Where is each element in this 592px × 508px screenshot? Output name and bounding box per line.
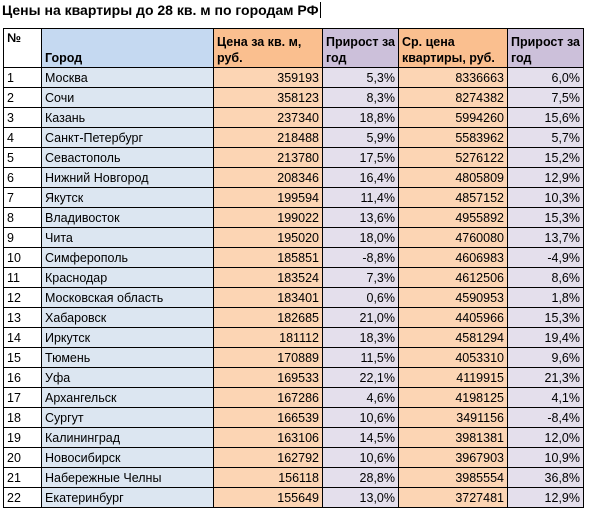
cell-growth-avg[interactable]: 12,0% [508,428,584,448]
document-title [2,0,321,22]
cell-price-per-m[interactable]: 237340 [214,108,323,128]
cell-avg-price[interactable]: 5583962 [399,128,508,148]
cell-avg-price[interactable]: 4955892 [399,208,508,228]
cell-num[interactable]: 20 [4,448,42,468]
cell-num[interactable]: 9 [4,228,42,248]
cell-growth-price[interactable]: 4,6% [323,388,399,408]
cell-growth-price[interactable]: 13,0% [323,488,399,508]
cell-growth-price[interactable]: -8,8% [323,248,399,268]
cell-city[interactable]: Краснодар [42,268,214,288]
cell-price-per-m[interactable]: 155649 [214,488,323,508]
table-row [4,388,584,408]
table-row [4,448,584,468]
cell-city[interactable]: Новосибирск [42,448,214,468]
cell-growth-avg[interactable]: 10,9% [508,448,584,468]
table-row [4,288,584,308]
cell-growth-avg[interactable]: 21,3% [508,368,584,388]
cell-avg-price[interactable]: 4198125 [399,388,508,408]
cell-growth-avg[interactable]: -8,4% [508,408,584,428]
cell-city[interactable]: Якутск [42,188,214,208]
cell-price-per-m[interactable]: 199594 [214,188,323,208]
cell-growth-avg[interactable]: 36,8% [508,468,584,488]
cell-growth-price[interactable]: 5,3% [323,68,399,88]
table-row [4,108,584,128]
cell-num[interactable]: 3 [4,108,42,128]
cell-avg-price[interactable]: 4857152 [399,188,508,208]
cell-num[interactable]: 10 [4,248,42,268]
cell-city[interactable]: Сочи [42,88,214,108]
cell-growth-avg[interactable]: 5,7% [508,128,584,148]
cell-avg-price[interactable]: 4581294 [399,328,508,348]
table-header-row [4,29,584,68]
cell-price-per-m[interactable]: 183524 [214,268,323,288]
cell-growth-price[interactable]: 18,3% [323,328,399,348]
cell-avg-price[interactable]: 5994260 [399,108,508,128]
cell-city[interactable]: Иркутск [42,328,214,348]
cell-growth-price[interactable]: 11,4% [323,188,399,208]
cell-growth-avg[interactable]: 15,3% [508,308,584,328]
table-row [4,348,584,368]
table-row [4,428,584,448]
cell-avg-price[interactable]: 3967903 [399,448,508,468]
cell-city[interactable]: Москва [42,68,214,88]
cell-growth-price[interactable]: 18,0% [323,228,399,248]
cell-city[interactable]: Московская область [42,288,214,308]
table-row [4,268,584,288]
cell-growth-price[interactable]: 14,5% [323,428,399,448]
cell-growth-avg[interactable]: 9,6% [508,348,584,368]
cell-city[interactable]: Чита [42,228,214,248]
cell-price-per-m[interactable]: 208346 [214,168,323,188]
cell-growth-avg[interactable]: 15,3% [508,208,584,228]
cell-city[interactable]: Симферополь [42,248,214,268]
cell-price-per-m[interactable]: 181112 [214,328,323,348]
cell-growth-price[interactable]: 28,8% [323,468,399,488]
cell-num[interactable]: 8 [4,208,42,228]
cell-growth-price[interactable]: 13,6% [323,208,399,228]
header-growth-avg[interactable]: Прирост за год [508,29,584,68]
cell-price-per-m[interactable]: 218488 [214,128,323,148]
cell-avg-price[interactable]: 3981381 [399,428,508,448]
cell-price-per-m[interactable]: 167286 [214,388,323,408]
cell-city[interactable]: Владивосток [42,208,214,228]
header-avg-price[interactable]: Ср. цена квартиры, руб. [399,29,508,68]
cell-avg-price[interactable]: 8336663 [399,68,508,88]
cell-avg-price[interactable]: 4805809 [399,168,508,188]
cell-num[interactable]: 22 [4,488,42,508]
cell-avg-price[interactable]: 3491156 [399,408,508,428]
cell-price-per-m[interactable]: 199022 [214,208,323,228]
cell-growth-avg[interactable]: 10,3% [508,188,584,208]
table-row [4,88,584,108]
cell-num[interactable]: 17 [4,388,42,408]
cell-avg-price[interactable]: 4590953 [399,288,508,308]
table-row [4,408,584,428]
cell-growth-price[interactable]: 18,8% [323,108,399,128]
table-row [4,148,584,168]
cell-city[interactable]: Набережные Челны [42,468,214,488]
table-row [4,248,584,268]
cell-price-per-m[interactable]: 166539 [214,408,323,428]
cell-num[interactable]: 11 [4,268,42,288]
cell-num[interactable]: 14 [4,328,42,348]
header-price-per-m[interactable]: Цена за кв. м, руб. [214,29,323,68]
header-growth-price[interactable]: Прирост за год [323,29,399,68]
cell-avg-price[interactable]: 4760080 [399,228,508,248]
table-row [4,208,584,228]
cell-growth-price[interactable]: 5,9% [323,128,399,148]
cell-avg-price[interactable]: 4606983 [399,248,508,268]
cell-growth-price[interactable]: 17,5% [323,148,399,168]
cell-growth-avg[interactable]: 6,0% [508,68,584,88]
title-text: Цены на квартиры до 28 кв. м по городам РФ [2,2,319,18]
cell-city[interactable]: Екатеринбург [42,488,214,508]
table-row [4,328,584,348]
cell-growth-avg[interactable]: 19,4% [508,328,584,348]
cell-growth-avg[interactable]: 15,2% [508,148,584,168]
cell-price-per-m[interactable]: 185851 [214,248,323,268]
table-row [4,468,584,488]
cell-city[interactable]: Севастополь [42,148,214,168]
cell-growth-price[interactable]: 10,6% [323,408,399,428]
cell-price-per-m[interactable]: 183401 [214,288,323,308]
cell-num[interactable]: 13 [4,308,42,328]
table-row [4,308,584,328]
cell-num[interactable]: 15 [4,348,42,368]
text-cursor [320,2,321,18]
cell-city[interactable]: Тюмень [42,348,214,368]
cell-num[interactable]: 18 [4,408,42,428]
cell-num[interactable]: 21 [4,468,42,488]
cell-price-per-m[interactable]: 182685 [214,308,323,328]
cell-city[interactable]: Казань [42,108,214,128]
cell-growth-avg[interactable]: 15,6% [508,108,584,128]
cell-city[interactable]: Санкт-Петербург [42,128,214,148]
cell-city[interactable]: Архангельск [42,388,214,408]
cell-growth-price[interactable]: 11,5% [323,348,399,368]
cell-growth-avg[interactable]: 4,1% [508,388,584,408]
cell-price-per-m[interactable]: 170889 [214,348,323,368]
cell-growth-avg[interactable]: 12,9% [508,488,584,508]
table-row [4,128,584,148]
table-row [4,488,584,508]
cell-growth-price[interactable]: 0,6% [323,288,399,308]
cell-growth-avg[interactable]: 1,8% [508,288,584,308]
cell-growth-price[interactable]: 21,0% [323,308,399,328]
table-row [4,228,584,248]
cell-growth-price[interactable]: 7,3% [323,268,399,288]
cell-avg-price[interactable]: 4612506 [399,268,508,288]
cell-city[interactable]: Хабаровск [42,308,214,328]
cell-price-per-m[interactable]: 195020 [214,228,323,248]
cell-price-per-m[interactable]: 358123 [214,88,323,108]
cell-num[interactable]: 7 [4,188,42,208]
cell-price-per-m[interactable]: 169533 [214,368,323,388]
cell-avg-price[interactable]: 4053310 [399,348,508,368]
table-row [4,68,584,88]
cell-growth-avg[interactable]: 12,9% [508,168,584,188]
cell-growth-price[interactable]: 22,1% [323,368,399,388]
cell-growth-avg[interactable]: 13,7% [508,228,584,248]
header-city[interactable]: Город [42,29,214,68]
cell-city[interactable]: Сургут [42,408,214,428]
cell-avg-price[interactable]: 3727481 [399,488,508,508]
cell-num[interactable]: 19 [4,428,42,448]
city-prices-table [3,28,584,508]
table-row [4,188,584,208]
table-row [4,168,584,188]
cell-num[interactable]: 5 [4,148,42,168]
cell-avg-price[interactable]: 4119915 [399,368,508,388]
cell-avg-price[interactable]: 4405966 [399,308,508,328]
cell-num[interactable]: 12 [4,288,42,308]
cell-num[interactable]: 1 [4,68,42,88]
cell-city[interactable]: Калининград [42,428,214,448]
cell-avg-price[interactable]: 8274382 [399,88,508,108]
cell-price-per-m[interactable]: 156118 [214,468,323,488]
cell-num[interactable]: 2 [4,88,42,108]
cell-growth-avg[interactable]: -4,9% [508,248,584,268]
cell-price-per-m[interactable]: 162792 [214,448,323,468]
cell-city[interactable]: Уфа [42,368,214,388]
cell-num[interactable]: 16 [4,368,42,388]
cell-price-per-m[interactable]: 359193 [214,68,323,88]
header-num[interactable]: № [4,29,42,68]
cell-city[interactable]: Нижний Новгород [42,168,214,188]
cell-growth-price[interactable]: 8,3% [323,88,399,108]
table-row [4,368,584,388]
cell-growth-avg[interactable]: 8,6% [508,268,584,288]
cell-growth-price[interactable]: 16,4% [323,168,399,188]
cell-avg-price[interactable]: 5276122 [399,148,508,168]
cell-growth-avg[interactable]: 7,5% [508,88,584,108]
cell-price-per-m[interactable]: 163106 [214,428,323,448]
cell-growth-price[interactable]: 10,6% [323,448,399,468]
cell-price-per-m[interactable]: 213780 [214,148,323,168]
cell-num[interactable]: 6 [4,168,42,188]
cell-avg-price[interactable]: 3985554 [399,468,508,488]
cell-num[interactable]: 4 [4,128,42,148]
